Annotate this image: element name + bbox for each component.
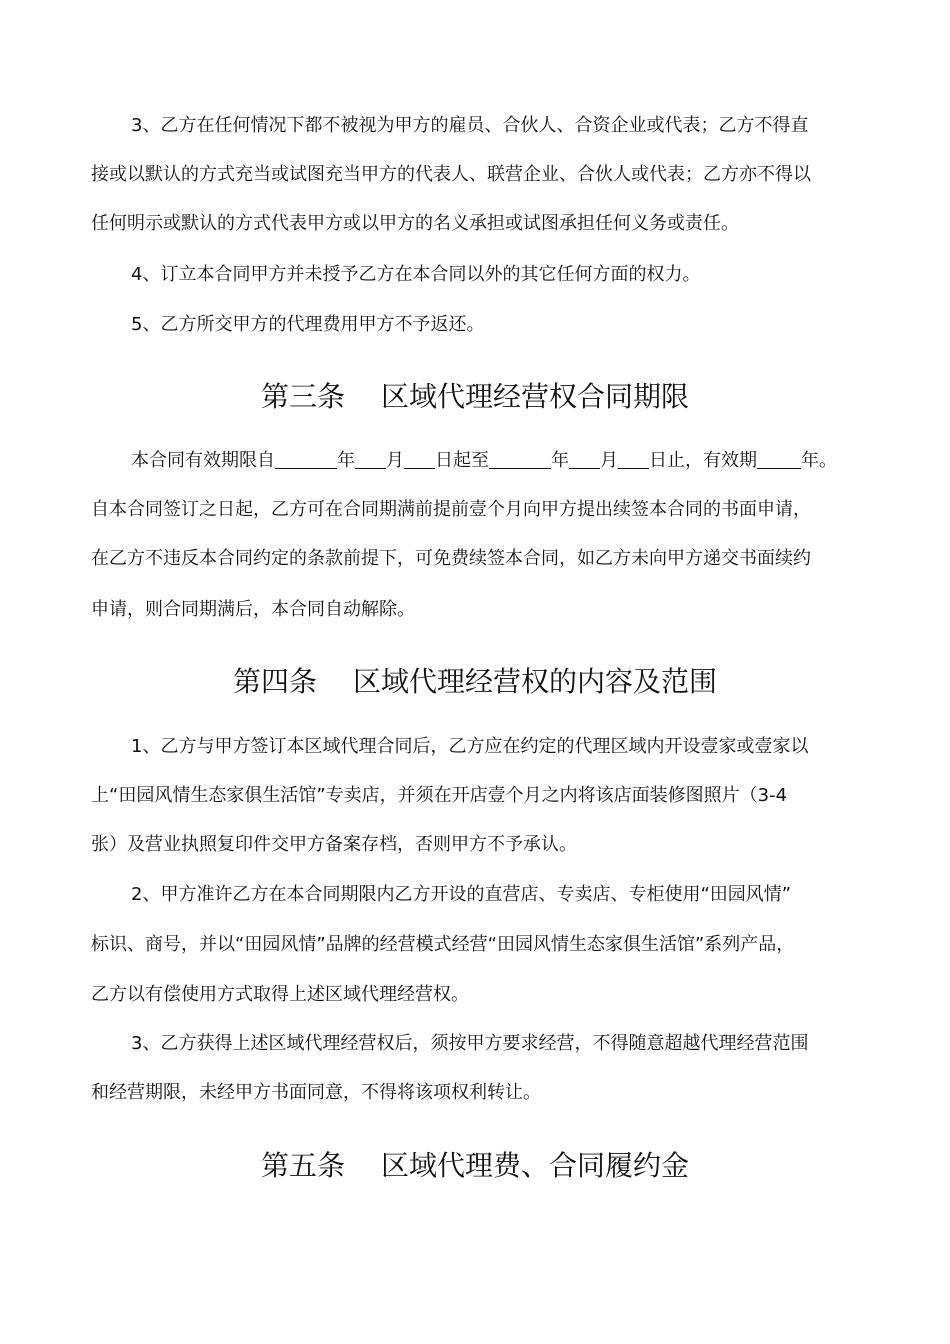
term-text-end-year: 年: [551, 450, 569, 471]
clause-4-2-line-3: 乙方以有偿使用方式取得上述区域代理经营权。: [91, 984, 469, 1005]
section-4-title: 区域代理经营权的内容及范围: [353, 665, 718, 698]
clause-4-2-line-2: 标识、商号，并以“田园风情”品牌的经营模式经营“田园风情生态家俱生活馆”系列产品，: [91, 934, 795, 955]
clause-4-3-line-2: 和经营期限，未经甲方书面同意，不得将该项权利转让。: [91, 1082, 541, 1103]
clause-4-2-line-1: 2、甲方准许乙方在本合同期限内乙方开设的直营店、专卖店、专柜使用“田园风情”: [131, 884, 792, 905]
term-text-end: 年。: [801, 450, 837, 471]
section-5-heading: [0, 1148, 950, 1184]
section-5-number: 第五条: [260, 1149, 345, 1182]
clause-2-5: 5、乙方所交甲方的代理费用甲方不予返还。: [131, 314, 485, 335]
section-3-line-2: 自本合同签订之日起，乙方可在合同期满前提前壹个月向甲方提出续签本合同的书面申请，: [91, 499, 811, 520]
section-3-line-4: 申请，则合同期满后，本合同自动解除。: [91, 599, 415, 620]
end-day-blank: [618, 450, 649, 469]
end-month-blank: [569, 450, 600, 469]
section-3-title: 区域代理经营权合同期限: [381, 380, 690, 413]
end-year-blank: [489, 450, 551, 469]
term-text-month: 月: [386, 450, 404, 471]
term-text-validity: 日止，有效期: [649, 450, 757, 471]
start-day-blank: [404, 450, 435, 469]
clause-2-4: 4、订立本合同甲方并未授予乙方在本合同以外的其它任何方面的权力。: [131, 264, 701, 285]
term-line: [131, 448, 837, 474]
clause-2-3-line-1: 3、乙方在任何情况下都不被视为甲方的雇员、合伙人、合资企业或代表；乙方不得直: [131, 115, 809, 136]
section-3-number: 第三条: [260, 380, 345, 413]
section-3-heading: [0, 379, 950, 415]
start-year-blank: [275, 450, 337, 469]
term-text-until: 日起至: [435, 450, 489, 471]
term-text-year: 年: [337, 450, 355, 471]
validity-years-blank: [757, 450, 801, 469]
clause-4-1-line-3: 张）及营业执照复印件交甲方备案存档，否则甲方不予承认。: [91, 834, 577, 855]
section-3-line-3: 在乙方不违反本合同约定的条款前提下，可免费续签本合同，如乙方未向甲方递交书面续约: [91, 548, 811, 569]
clause-4-1-line-1: 1、乙方与甲方签订本区域代理合同后，乙方应在约定的代理区域内开设壹家或壹家以: [131, 736, 809, 757]
section-4-number: 第四条: [232, 665, 317, 698]
term-text-end-month: 月: [600, 450, 618, 471]
start-month-blank: [355, 450, 386, 469]
term-text-start: 本合同有效期限自: [131, 450, 275, 471]
clause-2-3-line-3: 任何明示或默认的方式代表甲方或以甲方的名义承担或试图承担任何义务或责任。: [91, 213, 739, 234]
clause-4-1-line-2: 上“田园风情生态家俱生活馆”专卖店，并须在开店壹个月之内将该店面装修图照片（3-4: [91, 785, 788, 806]
section-5-title: 区域代理费、合同履约金: [381, 1149, 690, 1182]
clause-4-3-line-1: 3、乙方获得上述区域代理经营权后，须按甲方要求经营，不得随意超越代理经营范围: [131, 1033, 809, 1054]
clause-2-3-line-2: 接或以默认的方式充当或试图充当甲方的代表人、联营企业、合伙人或代表；乙方亦不得以: [91, 164, 811, 185]
section-4-heading: [0, 664, 950, 700]
